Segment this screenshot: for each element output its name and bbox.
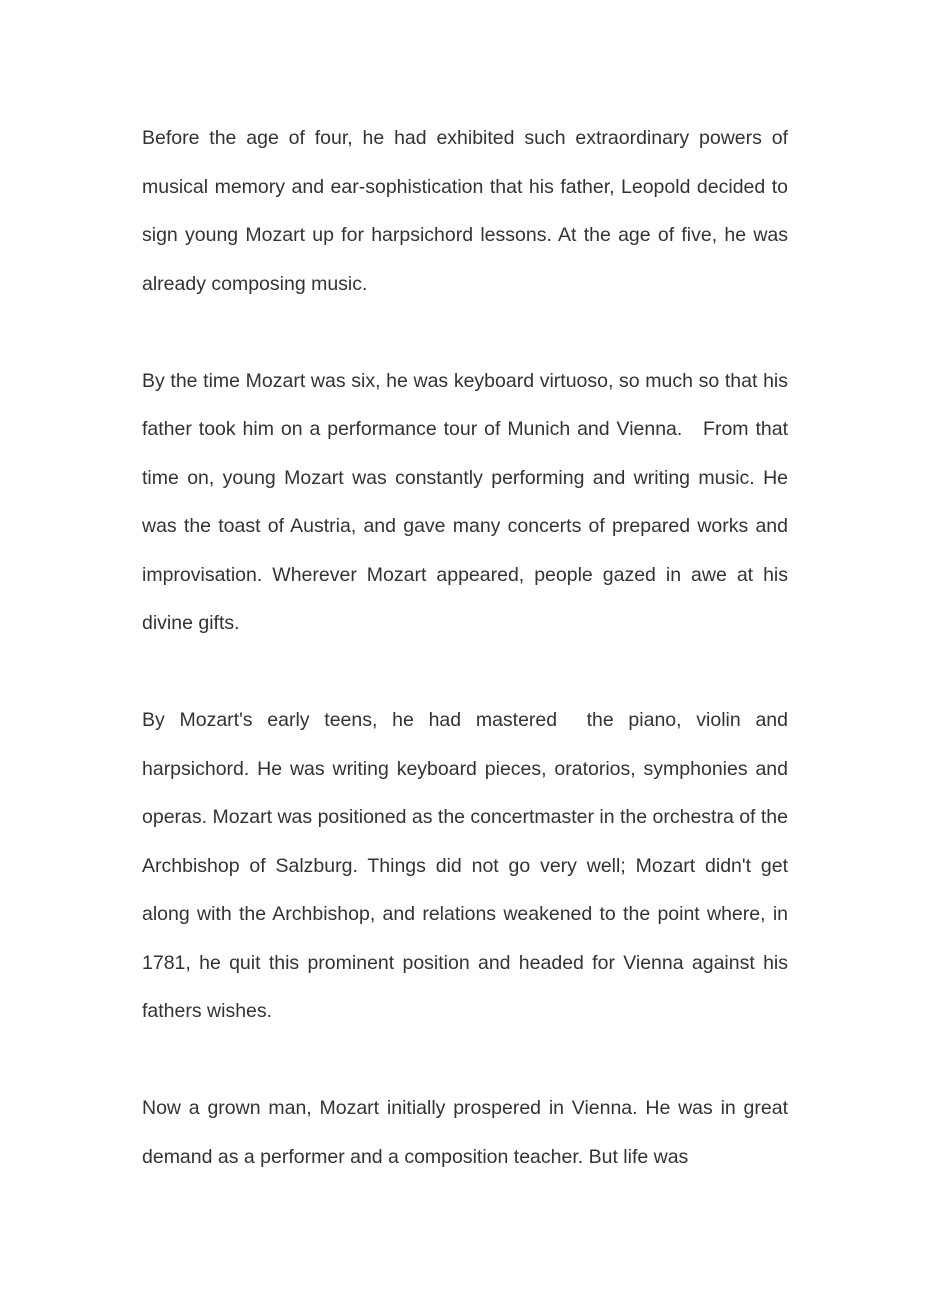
paragraph-vienna: Now a grown man, Mozart initially prospered in Vienna. He was in great demand as a performer and a composition teacher. But life was bbox=[142, 1097, 794, 1168]
paragraph-early-childhood: Before the age of four, he had exhibited such extraordinary powers of musical memory and ear-sophistication that his father, Leopold decided to sign young Mozart up for harpsichord lessons. At the age of five, he was already composing music. bbox=[142, 127, 794, 295]
document-body bbox=[142, 114, 794, 1181]
paragraph-early-teens: By Mozart's early teens, he had mastered the piano, violin and harpsichord. He was writing keyboard pieces, oratorios, symphonies and operas. Mozart was positioned as the concertmaster in the orchestra of the Archbishop of Salzburg. Things did not go very well; Mozart didn't get along with the Archbishop, and relations weakened to the point where, in 1781, he quit this prominent position and headed for Vienna against his fathers wishes. bbox=[142, 709, 794, 1022]
paragraph-performance-tour: By the time Mozart was six, he was keyboard virtuoso, so much so that his father took him on a performance tour of Munich and Vienna. From that time on, young Mozart was constantly performing and writing music. He was the toast of Austria, and gave many concerts of prepared works and improvisation. Wherever Mozart appeared, people gazed in awe at his divine gifts. bbox=[142, 369, 794, 634]
